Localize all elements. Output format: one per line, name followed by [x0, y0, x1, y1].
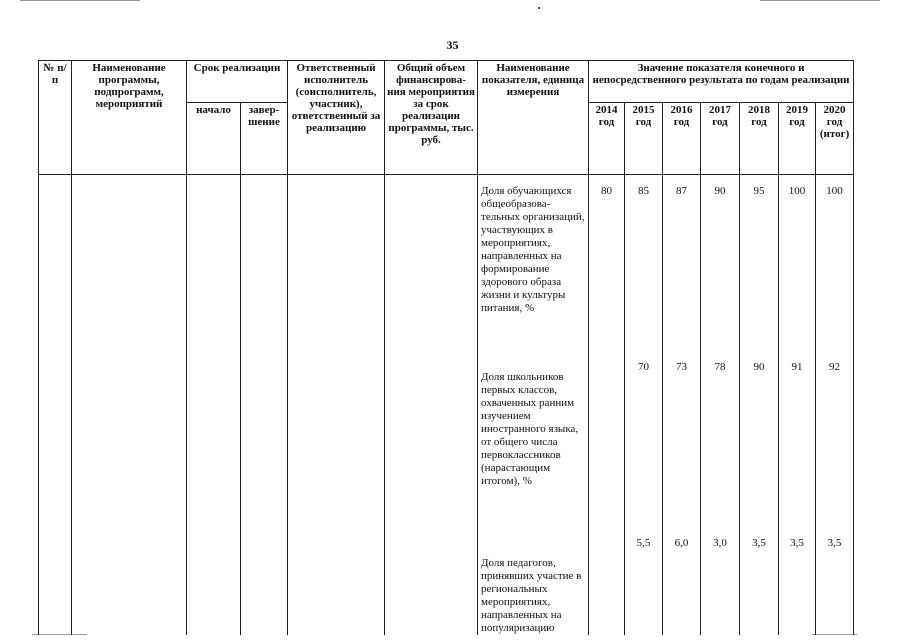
page-number: 35: [446, 38, 459, 52]
cell-num: [39, 175, 72, 636]
value-cell: 90: [753, 361, 765, 373]
value-cell: [589, 351, 624, 527]
value-cell: 3,0: [713, 537, 727, 549]
value-cell: 91: [791, 361, 803, 373]
value-cell: 85: [638, 185, 650, 197]
header-finance: Общий объем финансирова-ния мероприятия за срок реализации программы, тыс. руб.: [385, 61, 478, 175]
header-year-2014: 2014 год: [589, 103, 625, 175]
indicator-text: Доля школьников первых классов, охваченных ранним изучением иностранного языка, от общего числа первоклассников (нарастающим итогом), %: [481, 371, 579, 487]
cell-values-2018: [740, 175, 779, 636]
cell-term-end: [241, 175, 288, 636]
header-responsible: Ответственный исполнитель (соисполнитель, участник), ответственный за реализацию: [288, 61, 385, 175]
scan-artifact-dot: [538, 7, 540, 9]
cell-responsible: [288, 175, 385, 636]
header-year-2015: 2015 год: [625, 103, 663, 175]
indicator-text: Доля педагогов, принявших участие в региональных мероприятиях, направленных на популяризацию: [481, 557, 582, 634]
header-term-start: начало: [187, 103, 241, 175]
header-year-2016: 2016 год: [663, 103, 701, 175]
value-cell: 6,0: [674, 537, 689, 549]
value-cell: 100: [788, 185, 806, 197]
cell-name: [72, 175, 187, 636]
value-cell: 92: [829, 361, 841, 373]
cell-finance: [385, 175, 478, 636]
header-values: Значение показателя конечного и непосредственного результата по годам реализации: [589, 61, 854, 103]
indicator-text: Доля обучающихся общеобразова-тельных организаций, участвующих в мероприятиях, направленных на формирование здорового образа жизни и культуры питания, %: [481, 185, 585, 314]
header-year-2018: 2018 год: [740, 103, 779, 175]
cell-values-2020: [816, 175, 854, 636]
value-cell: 95: [753, 185, 765, 197]
value-cell: 70: [638, 361, 650, 373]
header-name: Наименование программы, подпрограмм, мероприятий: [72, 61, 187, 175]
header-year-2020: 2020 год (итог): [816, 103, 854, 175]
scan-artifact-top-right: [760, 0, 880, 1]
header-indicator: Наименование показателя, единица измерения: [478, 61, 589, 175]
header-year-2019: 2019 год: [779, 103, 816, 175]
header-year-2017: 2017 год: [701, 103, 740, 175]
cell-values-2016: [663, 175, 701, 636]
value-cell: 5,5: [636, 537, 651, 549]
header-num: № п/п: [39, 61, 72, 175]
value-cell: 100: [826, 185, 843, 197]
value-cell: 3,5: [827, 537, 842, 549]
value-cell: 3,5: [752, 537, 766, 549]
scan-artifact-top-left: [20, 0, 140, 1]
cell-term-start: [187, 175, 241, 636]
value-cell: 78: [714, 361, 726, 373]
cell-values-2014: [589, 175, 625, 636]
cell-values-2019: [779, 175, 816, 636]
program-table: [38, 60, 854, 635]
value-cell: 80: [601, 185, 613, 197]
header-term: Срок реализации: [187, 61, 288, 103]
header-term-end: завер-шение: [241, 103, 288, 175]
cell-values-2015: [625, 175, 663, 636]
cell-indicators: [478, 175, 589, 636]
cell-values-2017: [701, 175, 740, 636]
value-cell: 3,5: [790, 537, 804, 549]
value-cell: 90: [714, 185, 726, 197]
value-cell: 87: [676, 185, 688, 197]
value-cell: 73: [676, 361, 688, 373]
value-cell: [589, 527, 624, 537]
